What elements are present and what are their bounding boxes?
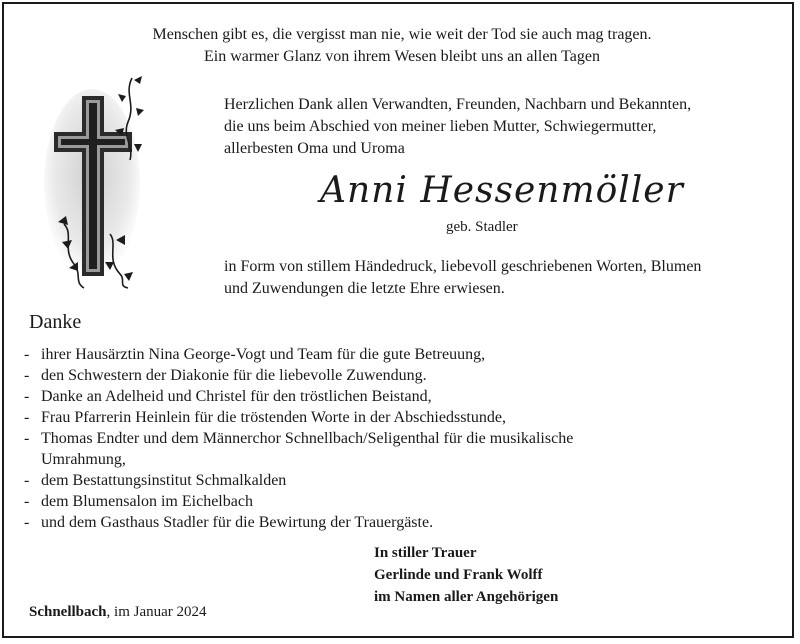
closing-line: in Form von stillem Händedruck, liebevoll geschriebenen Worten, Blumen — [224, 258, 702, 275]
closing-text — [224, 256, 701, 300]
list-item-text: Frau Pfarrerin Heinlein für die tröstenden Worte in der Abschiedsstunde, — [41, 409, 506, 426]
list-item-text: und dem Gasthaus Stadler für die Bewirtung der Trauergäste. — [41, 514, 434, 531]
list-item-text: Danke an Adelheid und Christel für den tröstlichen Beistand, — [41, 388, 432, 405]
list-item — [24, 386, 573, 407]
list-dash: - — [24, 493, 30, 510]
list-dash: - — [24, 430, 30, 447]
cross-with-ivy-icon — [44, 74, 144, 289]
cross-icon — [44, 74, 144, 289]
list-item — [24, 470, 573, 491]
list-item-text: ihrer Hausärztin Nina George-Vogt und Team für die gute Betreuung, — [41, 346, 486, 363]
poem-line: Ein warmer Glanz von ihrem Wesen bleibt uns an allen Tagen — [204, 48, 600, 65]
intro-line: allerbesten Oma und Uroma — [224, 140, 405, 157]
signature-line: Gerlinde und Frank Wolff — [374, 567, 543, 583]
signature-line: In stiller Trauer — [374, 545, 477, 561]
closing-line: und Zuwendungen die letzte Ehre erwiesen. — [224, 280, 505, 297]
thanks-heading: Danke — [29, 311, 82, 333]
list-dash: - — [24, 472, 30, 489]
born-name: geb. Stadler — [446, 219, 518, 235]
list-item — [24, 491, 573, 512]
intro-line: Herzlichen Dank allen Verwandten, Freunden, Nachbarn und Bekannten, — [224, 96, 692, 113]
obituary-card — [2, 2, 794, 638]
list-dash: - — [24, 388, 30, 405]
list-item — [24, 365, 573, 386]
list-item-continuation: Umrahmung, — [41, 451, 126, 468]
signature-block — [374, 542, 558, 608]
list-dash: - — [24, 409, 30, 426]
poem — [4, 24, 800, 68]
intro-text — [224, 94, 691, 160]
thanks-list — [24, 344, 573, 533]
list-dash: - — [24, 367, 30, 384]
list-item — [24, 407, 573, 428]
list-dash: - — [24, 346, 30, 363]
place-name: Schnellbach — [29, 604, 107, 620]
list-item-text: Thomas Endter und dem Männerchor Schnellbach/Seligenthal für die musikalische — [41, 430, 574, 447]
list-item — [24, 344, 573, 365]
date-text: , im Januar 2024 — [106, 604, 207, 620]
poem-line: Menschen gibt es, die vergisst man nie, wie weit der Tod sie auch mag tragen. — [152, 26, 652, 43]
list-item — [24, 512, 573, 533]
list-item-text: den Schwestern der Diakonie für die liebevolle Zuwendung. — [41, 367, 427, 384]
intro-line: die uns beim Abschied von meiner lieben Mutter, Schwiegermutter, — [224, 118, 657, 135]
deceased-name: Anni Hessenmöller — [320, 170, 684, 211]
signature-line: im Namen aller Angehörigen — [374, 589, 559, 605]
list-item-text: dem Bestattungsinstitut Schmalkalden — [41, 472, 287, 489]
place-date — [29, 604, 207, 621]
list-item — [24, 428, 573, 449]
list-dash: - — [24, 514, 30, 531]
list-item-text: dem Blumensalon im Eichelbach — [41, 493, 253, 510]
